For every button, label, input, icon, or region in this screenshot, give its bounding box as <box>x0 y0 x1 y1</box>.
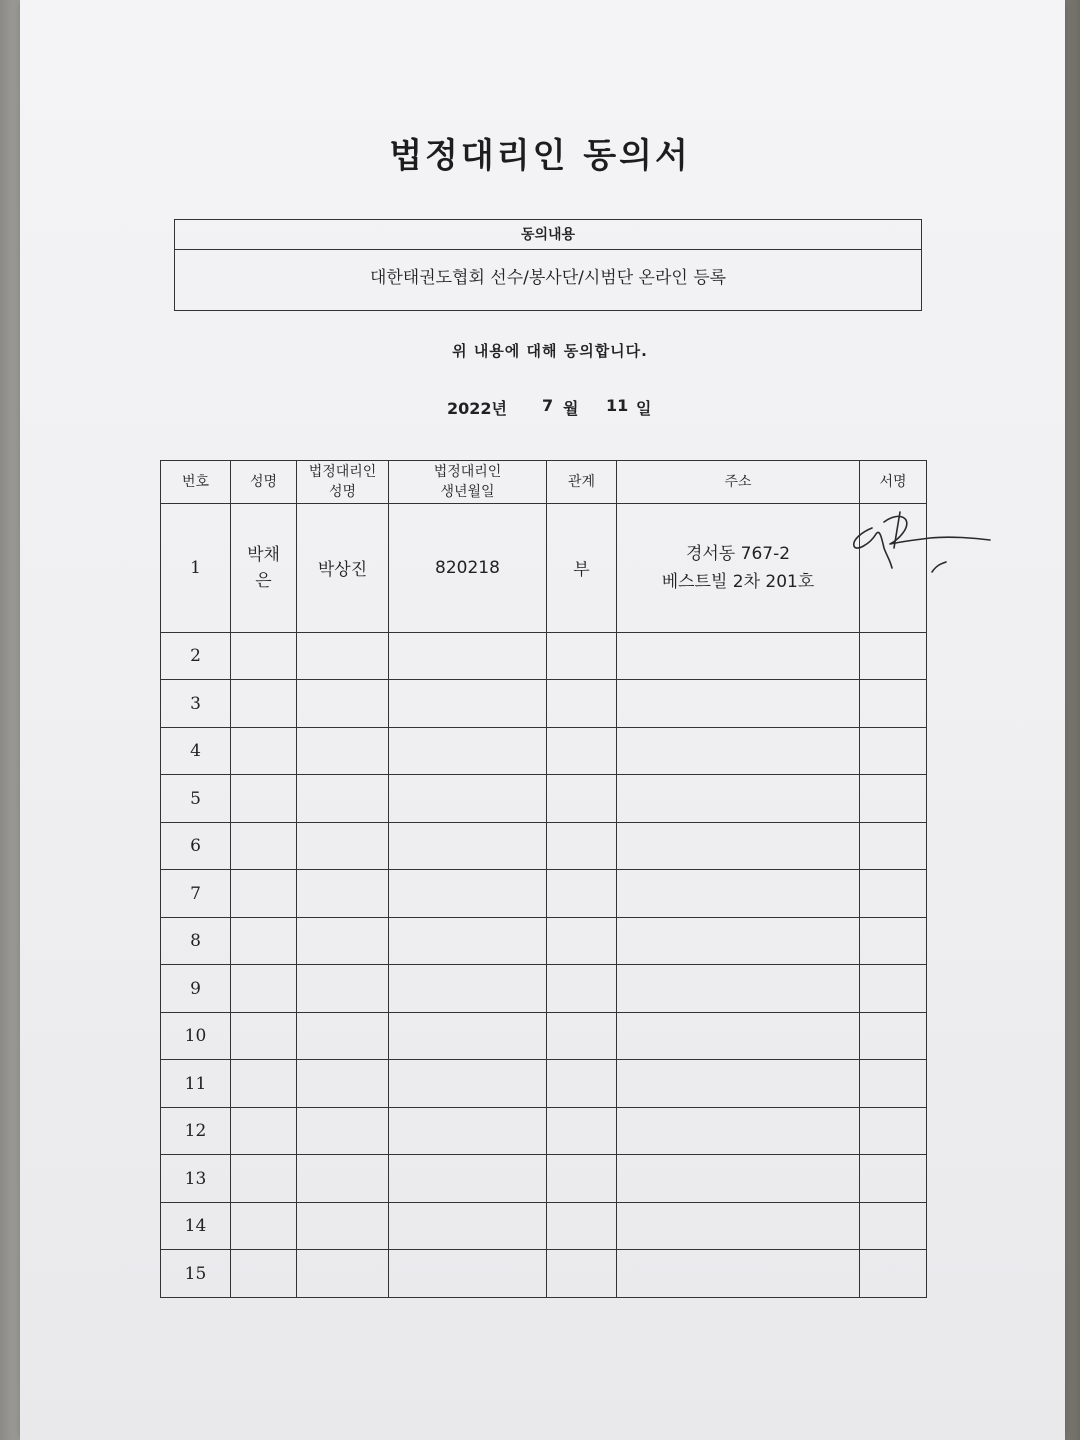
row-relation <box>547 1155 617 1203</box>
row-no: 2 <box>161 632 231 680</box>
header-guardian-birth-line1: 법정대리인 <box>433 464 502 480</box>
table-row <box>161 1202 927 1250</box>
row-address <box>617 917 860 965</box>
row-signature <box>860 1012 927 1060</box>
table-row <box>161 1250 927 1298</box>
table-row <box>161 727 927 775</box>
row-no: 10 <box>161 1012 231 1060</box>
row-address-line2: 베스트빌 2차 201호 <box>661 571 815 592</box>
header-address: 주소 <box>617 461 860 504</box>
row-guardian-birth <box>389 680 547 728</box>
row-relation <box>547 1012 617 1060</box>
row-guardian-birth <box>389 917 547 965</box>
row-guardian-name <box>297 1060 389 1108</box>
row-name <box>231 870 297 918</box>
header-guardian-birth-line2: 생년월일 <box>440 484 495 500</box>
row-guardian-name <box>297 680 389 728</box>
row-no: 13 <box>161 1155 231 1203</box>
row-name <box>231 917 297 965</box>
row-guardian-birth <box>389 870 547 918</box>
row-no: 6 <box>161 822 231 870</box>
row-signature <box>860 1060 927 1108</box>
row-signature <box>860 632 927 680</box>
row-name <box>231 1250 297 1298</box>
row-no: 3 <box>161 680 231 728</box>
row-guardian-name <box>297 1107 389 1155</box>
table-row <box>161 504 927 633</box>
row-no: 1 <box>161 504 231 633</box>
row-relation <box>547 1202 617 1250</box>
row-no: 15 <box>161 1250 231 1298</box>
row-name <box>231 1012 297 1060</box>
row-relation <box>547 1250 617 1298</box>
row-guardian-name <box>297 1155 389 1203</box>
row-guardian-birth: 820218 <box>389 504 547 633</box>
row-name <box>231 1060 297 1108</box>
row-guardian-name <box>297 1202 389 1250</box>
row-guardian-birth <box>389 1060 547 1108</box>
row-guardian-birth <box>389 1155 547 1203</box>
row-signature <box>860 1202 927 1250</box>
row-signature <box>860 917 927 965</box>
row-address <box>617 1107 860 1155</box>
consent-content-header: 동의내용 <box>175 220 921 250</box>
table-row <box>161 1107 927 1155</box>
row-relation <box>547 917 617 965</box>
row-guardian-name <box>297 632 389 680</box>
table-row <box>161 632 927 680</box>
row-no: 12 <box>161 1107 231 1155</box>
row-no: 11 <box>161 1060 231 1108</box>
date-month: 7 <box>542 396 554 415</box>
row-name <box>231 727 297 775</box>
row-name <box>231 504 297 633</box>
row-guardian-name <box>297 1250 389 1298</box>
row-guardian-birth <box>389 822 547 870</box>
row-relation <box>547 775 617 823</box>
row-guardian-birth <box>389 1202 547 1250</box>
row-signature <box>860 965 927 1013</box>
row-address-line1: 경서동 767-2 <box>685 543 791 564</box>
row-signature <box>860 1155 927 1203</box>
header-name: 성명 <box>231 461 297 504</box>
header-guardian-birth <box>389 461 547 504</box>
row-address <box>617 775 860 823</box>
row-name <box>231 632 297 680</box>
header-no: 번호 <box>161 461 231 504</box>
table-row <box>161 1012 927 1060</box>
row-guardian-birth <box>389 1250 547 1298</box>
consent-content-text: 대한태권도협회 선수/봉사단/시범단 온라인 등록 <box>369 268 727 288</box>
row-name <box>231 965 297 1013</box>
row-signature <box>860 1107 927 1155</box>
row-guardian-birth <box>389 1107 547 1155</box>
row-guardian-name <box>297 775 389 823</box>
row-relation <box>547 632 617 680</box>
row-signature <box>860 1250 927 1298</box>
date-day: 11 <box>606 396 629 415</box>
consent-content-box <box>174 219 922 311</box>
guardian-roster-table <box>160 460 927 1298</box>
row-address <box>617 1202 860 1250</box>
row-signature <box>860 775 927 823</box>
header-guardian-name <box>297 461 389 504</box>
row-name <box>231 1155 297 1203</box>
row-guardian-name <box>297 727 389 775</box>
row-address <box>617 1012 860 1060</box>
row-guardian-birth <box>389 632 547 680</box>
row-name <box>231 680 297 728</box>
row-no: 5 <box>161 775 231 823</box>
signature-strokes <box>854 512 990 572</box>
handwritten-signature <box>840 500 1010 590</box>
header-relation: 관계 <box>547 461 617 504</box>
row-address <box>617 727 860 775</box>
row-signature <box>860 822 927 870</box>
row-relation: 부 <box>547 504 617 633</box>
date-day-unit: 일 <box>636 399 652 418</box>
table-row <box>161 1155 927 1203</box>
row-no: 8 <box>161 917 231 965</box>
row-guardian-name <box>297 1012 389 1060</box>
row-guardian-birth <box>389 727 547 775</box>
table-row <box>161 870 927 918</box>
row-no: 14 <box>161 1202 231 1250</box>
row-guardian-birth <box>389 965 547 1013</box>
row-guardian-name <box>297 822 389 870</box>
row-relation <box>547 1060 617 1108</box>
row-relation <box>547 727 617 775</box>
row-relation <box>547 965 617 1013</box>
row-signature <box>860 870 927 918</box>
row-name-line2: 은 <box>255 570 272 591</box>
table-row <box>161 965 927 1013</box>
row-address <box>617 870 860 918</box>
row-name-line1: 박채 <box>247 544 280 565</box>
table-header-row <box>161 461 927 504</box>
row-name <box>231 1202 297 1250</box>
row-guardian-name <box>297 917 389 965</box>
row-relation <box>547 1107 617 1155</box>
agreement-statement: 위 내용에 대해 동의합니다. <box>452 342 648 360</box>
form-title: 법정대리인 동의서 <box>389 136 691 176</box>
table-row <box>161 822 927 870</box>
row-guardian-birth <box>389 1012 547 1060</box>
table-row <box>161 917 927 965</box>
row-address <box>617 632 860 680</box>
row-no: 9 <box>161 965 231 1013</box>
row-address <box>617 504 860 633</box>
row-signature <box>860 727 927 775</box>
row-address <box>617 822 860 870</box>
header-guardian-name-line2: 성명 <box>328 484 357 500</box>
row-relation <box>547 870 617 918</box>
row-address <box>617 1155 860 1203</box>
date-month-unit: 월 <box>563 399 579 418</box>
row-signature <box>860 680 927 728</box>
date-year: 2022년 <box>447 399 507 418</box>
row-address <box>617 965 860 1013</box>
row-address <box>617 1060 860 1108</box>
row-name <box>231 822 297 870</box>
header-guardian-name-line1: 법정대리인 <box>308 464 377 480</box>
header-signature: 서명 <box>860 461 927 504</box>
row-relation <box>547 680 617 728</box>
row-name <box>231 1107 297 1155</box>
row-no: 4 <box>161 727 231 775</box>
table-row <box>161 1060 927 1108</box>
row-guardian-birth <box>389 775 547 823</box>
row-address <box>617 680 860 728</box>
row-guardian-name <box>297 965 389 1013</box>
row-name <box>231 775 297 823</box>
table-row <box>161 680 927 728</box>
row-address <box>617 1250 860 1298</box>
row-no: 7 <box>161 870 231 918</box>
table-row <box>161 775 927 823</box>
row-guardian-name: 박상진 <box>297 504 389 633</box>
row-guardian-name <box>297 870 389 918</box>
row-relation <box>547 822 617 870</box>
